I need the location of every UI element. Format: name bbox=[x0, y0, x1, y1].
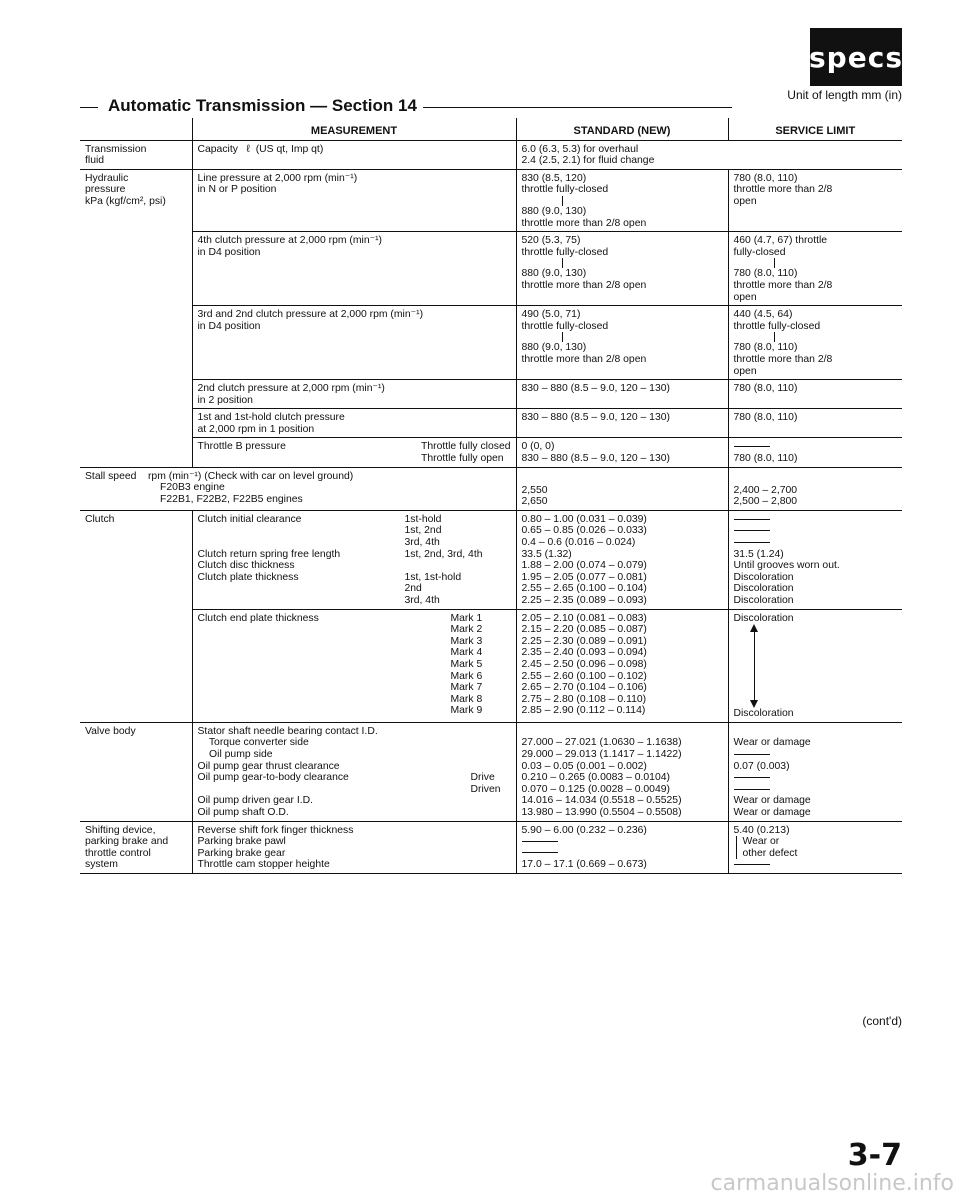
table-row: Clutch Clutch initial clearance Clutch return spring free length Clutch disc thickness Clutch plate thickness 1st-hold 1st, 2nd 3rd, 4th 1st, 2nd, 3rd, 4th 1st, 1st-hold 2nd 3rd, 4th 0.80 – 1.00 (0.031 – 0.039) 0.65 – 0.85 (0.026 – 0.033) 0.4 – 0.6 (0.016 – 0.024) 33.5 (1.32) 1.88 – 2.00 (0.074 – 0.079) 1.95 – 2.05 (0.077 – 0.081) 2.55 – 2.65 (0.100 – 0.104) 2.25 – 2.35 (0.089 – 0.093) 31.5 (1.24) Until grooves worn out. Discoloration Discoloration Discoloration bbox=[80, 510, 902, 609]
table-row: Throttle B pressure Throttle fully closed Throttle fully open 0 (0, 0) 830 – 880 (8.5 – 9.0, 120 – 130) 780 (8.0, 110) bbox=[80, 438, 902, 467]
table-row: Valve body Stator shaft needle bearing contact I.D. Torque converter side Oil pump side Oil pump gear thrust clearance Oil pump gear-to-body clearance Oil pump driven gear I.D. Oil pump shaft O.D. Drive Driven 27.000 – 27.021 (1.0630 – 1.1638) 29.000 – 29.013 (1.1417 – 1.1422) 0.03 – 0.05 (0.001 – 0.002) 0.210 – 0.265 (0.0083 – 0.0104) 0.070 – 0.125 (0.0028 – 0.0049) 14.016 – 14.034 (0.5518 – 0.5525) 13.980 – 13.990 (0.5504 – 0.5508) Wear or damage 0.07 (0.003) Wear or damage Wear or damage bbox=[80, 722, 902, 821]
table-row: Transmission fluid Capacity ℓ (US qt, Imp qt) 6.0 (6.3, 5.3) for overhaul 2.4 (2.5, 2.1) for fluid change bbox=[80, 140, 902, 169]
specs-badge: specs bbox=[810, 28, 902, 86]
table-row: 2nd clutch pressure at 2,000 rpm (min⁻¹) in 2 position 830 – 880 (8.5 – 9.0, 120 – 130) 780 (8.0, 110) bbox=[80, 380, 902, 409]
row-item: Clutch bbox=[80, 510, 192, 722]
continued-label: (cont'd) bbox=[862, 1014, 902, 1028]
row-item: Shifting device, parking brake and throttle control system bbox=[80, 821, 192, 873]
table-row: 4th clutch pressure at 2,000 rpm (min⁻¹) in D4 position 520 (5.3, 75) throttle fully-closed 880 (9.0, 130) throttle more than 2/8 open 460 (4.7, 67) throttle fully-closed 780 (8.0, 110) throttle more than 2/8 open bbox=[80, 232, 902, 306]
col-standard: STANDARD (NEW) bbox=[516, 118, 728, 140]
table-row: 1st and 1st-hold clutch pressure at 2,000 rpm in 1 position 830 – 880 (8.5 – 9.0, 120 – 130) 780 (8.0, 110) bbox=[80, 409, 902, 438]
table-header-row bbox=[80, 118, 902, 140]
unit-label: Unit of length mm (in) bbox=[781, 88, 902, 102]
section-title: Automatic Transmission — Section 14 bbox=[102, 96, 423, 116]
row-item: Valve body bbox=[80, 722, 192, 821]
row-item: Transmission fluid bbox=[80, 140, 192, 169]
table-row: Shifting device, parking brake and throttle control system Reverse shift fork finger thickness Parking brake pawl Parking brake gear Throttle cam stopper heighte 5.90 – 6.00 (0.232 – 0.236) 17.0 – 17.1 (0.669 – 0.673) 5.40 (0.213) Wear or other defect bbox=[80, 821, 902, 873]
spec-table bbox=[80, 118, 902, 874]
col-measurement: MEASUREMENT bbox=[192, 118, 516, 140]
page-number: 3-7 bbox=[847, 1138, 902, 1173]
col-service: SERVICE LIMIT bbox=[728, 118, 902, 140]
section-header bbox=[80, 88, 902, 118]
table-row: 3rd and 2nd clutch pressure at 2,000 rpm (min⁻¹) in D4 position 490 (5.0, 71) throttle fully-closed 880 (9.0, 130) throttle more than 2/8 open 440 (4.5, 64) throttle fully-closed 780 (8.0, 110) throttle more than 2/8 open bbox=[80, 306, 902, 380]
table-row: Hydraulic pressure kPa (kgf/cm², psi) Line pressure at 2,000 rpm (min⁻¹) in N or P position 830 (8.5, 120) throttle fully-closed 880 (9.0, 130) throttle more than 2/8 open 780 (8.0, 110) throttle more than 2/8 open bbox=[80, 169, 902, 231]
table-row: Clutch end plate thickness Mark 1 Mark 2 Mark 3 Mark 4 Mark 5 Mark 6 Mark 7 Mark 8 Mark 9 2.05 – 2.10 (0.081 – 0.083) 2.15 – 2.20 (0.085 – 0.087) 2.25 – 2.30 (0.089 – 0.091) 2.35 – 2.40 (0.093 – 0.094) 2.45 – 2.50 (0.096 – 0.098) 2.55 – 2.60 (0.100 – 0.102) 2.65 – 2.70 (0.104 – 0.106) 2.75 – 2.80 (0.108 – 0.110) 2.85 – 2.90 (0.112 – 0.114) Discoloration Discoloration bbox=[80, 609, 902, 722]
table-row: Stall speed rpm (min⁻¹) (Check with car on level ground) F20B3 engine F22B1, F22B2, F22B5 engines 2,550 2,650 2,400 – 2,700 2,500 – 2,800 bbox=[80, 467, 902, 510]
row-item: Hydraulic pressure kPa (kgf/cm², psi) bbox=[80, 169, 192, 467]
watermark: carmanualsonline.info bbox=[710, 1171, 954, 1196]
